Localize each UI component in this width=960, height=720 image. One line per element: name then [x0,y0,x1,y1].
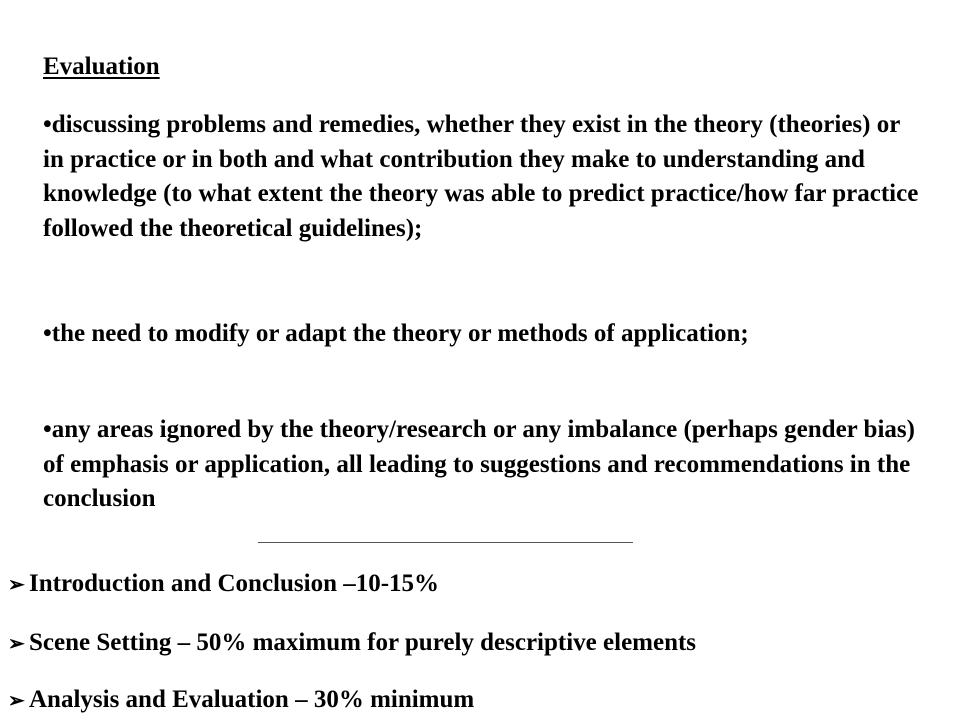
section-heading: Evaluation [43,53,160,80]
bullet-dot: • [43,320,52,347]
bullet-dot: • [43,111,52,138]
weighting-item-analysis [8,683,474,718]
bullet-text: any areas ignored by the theory/research or any imbalance (perhaps gender bias) of emphasis or application, all leading to suggestions and recommendations in the conclusion [43,416,915,512]
arrow-bullet-icon: ➢ [8,633,25,655]
weighting-item-introduction [8,567,439,602]
evaluation-bullet-2 [43,317,923,352]
bullet-dot: • [43,416,52,443]
weighting-text: Introduction and Conclusion –10-15% [29,570,440,597]
bullet-text: discussing problems and remedies, whether they exist in the theory (theories) or in practice or in both and what contribution they make to understanding and knowledge (to what extent the theory was able to predict practice/how far practice followed the theoretical guidelines); [43,111,919,242]
weighting-text: Analysis and Evaluation – 30% minimum [29,686,475,713]
evaluation-bullet-3 [43,413,923,517]
arrow-bullet-icon: ➢ [8,574,25,596]
divider-line [258,542,633,543]
weighting-item-scene-setting [8,626,696,661]
bullet-text: the need to modify or adapt the theory or methods of application; [51,320,749,347]
evaluation-bullet-1 [43,108,923,246]
weighting-text: Scene Setting – 50% maximum for purely descriptive elements [29,629,697,656]
arrow-bullet-icon: ➢ [8,690,25,712]
